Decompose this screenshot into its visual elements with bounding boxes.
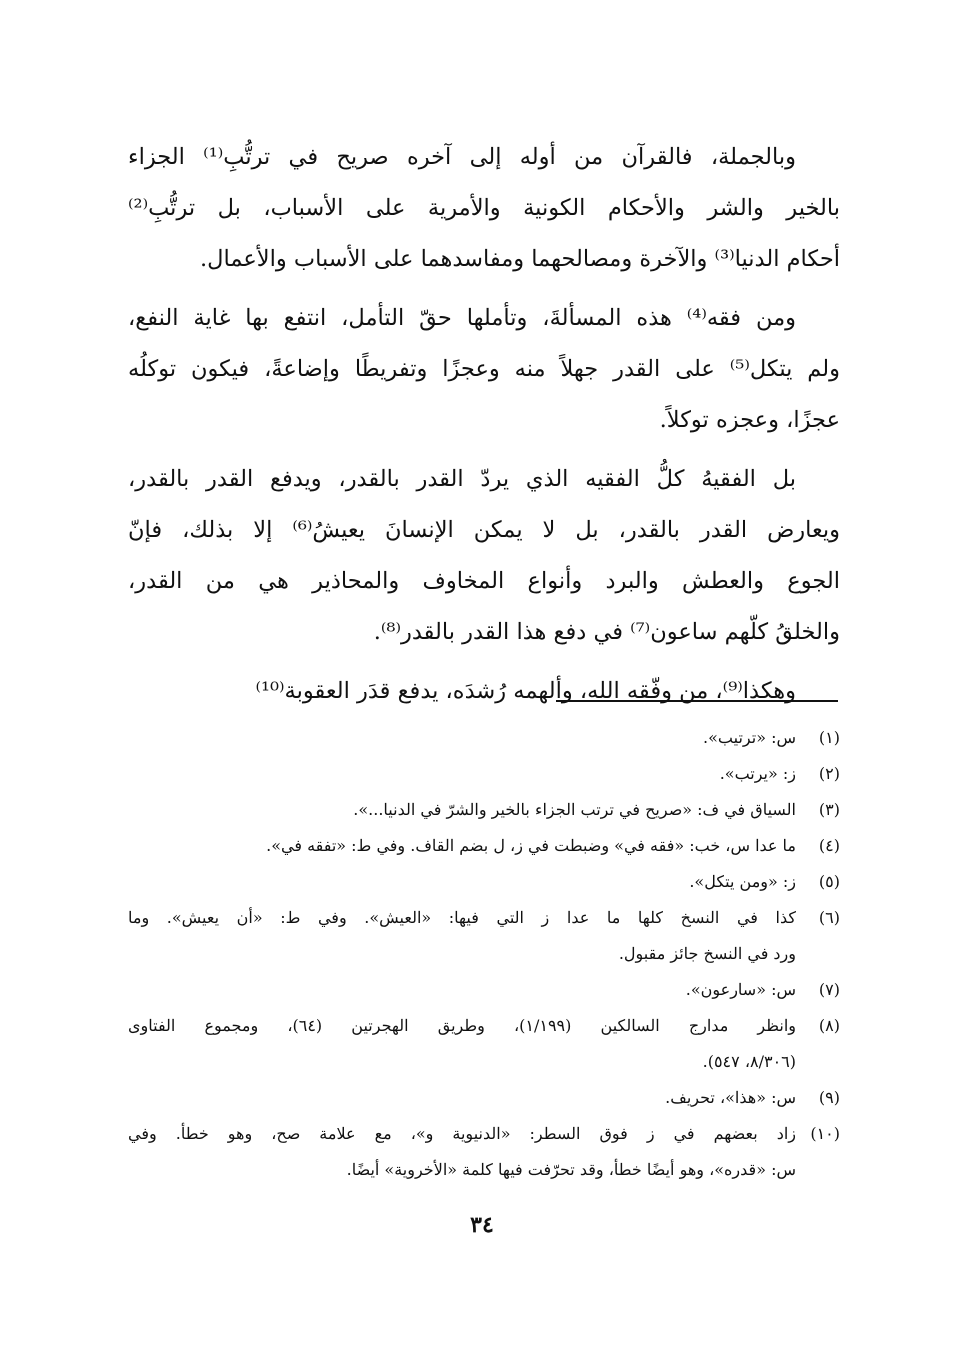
text-line: والخلقُ كلّهم ساعون⁽⁷⁾ في دفع هذا القدر بالقدر⁽⁸⁾. (373, 619, 840, 645)
text-line: أحكام الدنيا⁽³⁾ والآخرة ومصالحهما ومفاسدهما على الأسباب والأعمال. (200, 246, 840, 272)
footnote-text (128, 900, 796, 972)
text-line: ومن فقه⁽⁴⁾ هذه المسألةَ، وتأملها حقّ التأمل، انتفع بها غاية النفع، (128, 305, 796, 331)
paragraph-gap (128, 658, 840, 666)
footnote-number: (١٠) (810, 1124, 840, 1143)
footnote-text (128, 972, 796, 1008)
footnote-number: (١) (818, 728, 840, 747)
text-line: بالخير والشر والأحكام الكونية والأمرية على الأسباب، بل ترتُّبِ⁽²⁾ (128, 195, 840, 221)
text-line: وهكذا⁽⁹⁾، من وفّقه الله، وألهمه رُشدَه، يدفع قدَر العقوبة⁽¹⁰⁾ (255, 678, 796, 704)
footnote-line: وانظر مدارج السالكين (١/١٩٩)، وطريق الهجرتين (٦٤)، ومجموع الفتاوى (128, 1016, 797, 1035)
footnote-text (128, 864, 796, 900)
footnote-number: (٤) (818, 836, 840, 855)
footnote-line: ما عدا س، خب: «فقه في» وضبطت في ز، ل بضم القاف. وفي ط: «تفقه في». (266, 836, 796, 855)
footnote-text (128, 828, 796, 864)
footnote-line: كذا في النسخ كلها ما عدا ز التي فيها: «العيش». وفي ط: «أن يعيش». وما (128, 908, 796, 927)
footnote-divider (556, 700, 838, 702)
footnote-text (128, 1116, 796, 1188)
footnote (128, 864, 840, 900)
footnote (128, 972, 840, 1008)
footnote (128, 1080, 840, 1116)
footnote-number: (٦) (818, 908, 840, 927)
footnote-line: ز: «يرتب». (719, 764, 796, 783)
footnote (128, 792, 840, 828)
footnote-line: زاد بعضهم في ز فوق السطر: «الدنيوية و»، مع علامة صح، وهو خطأ. وفي (128, 1124, 797, 1143)
paragraph-gap (128, 285, 840, 293)
footnote-line: س: «ترتيب». (703, 728, 796, 747)
paragraph (128, 454, 840, 658)
footnote-number: (٧) (818, 980, 840, 999)
footnote-line: ز: «ومن يتكل». (689, 872, 796, 891)
text-line: ولم يتكل⁽⁵⁾ على القدر جهلاً منه وعجزًا وتفريطًا وإضاعةً، فيكون توكلُه (128, 356, 840, 382)
footnote-line: (٨/٣٠٦، ٥٤٧). (702, 1052, 796, 1071)
text-line: وبالجملة، فالقرآن من أوله إلى آخره صريح في ترتُّبِ⁽¹⁾ الجزاء (128, 144, 796, 170)
text-line: الجوع والعطش والبرد وأنواع المخاوف والمحاذير هي من القدر، (128, 568, 840, 594)
footnote-line: السياق في ف: «صريح في ترتب الجزاء بالخير والشرّ في الدنيا...». (353, 800, 796, 819)
text-line: عجزًا، وعجزه توكلاً. (659, 407, 840, 433)
footnote-text (128, 1080, 796, 1116)
footnote-number: (٢) (818, 764, 840, 783)
text-line: بل الفقيهُ كلُّ الفقيه الذي يردّ القدر بالقدر، ويدفع القدر بالقدر، (128, 466, 796, 492)
footnotes (128, 720, 840, 1188)
footnote-text (128, 1008, 796, 1080)
footnote-number: (٥) (818, 872, 840, 891)
footnote-text (128, 792, 796, 828)
paragraph (128, 132, 840, 285)
footnote-line: س: «سارعون». (685, 980, 796, 999)
footnote (128, 900, 840, 972)
footnote-text (128, 756, 796, 792)
paragraph (128, 666, 840, 717)
footnote-line: ورد في النسخ جائز مقبول. (618, 944, 796, 963)
footnote (128, 756, 840, 792)
footnote (128, 1116, 840, 1188)
paragraph-gap (128, 446, 840, 454)
footnote-line: س: «قدره»، وهو أيضًا خطأ، وقد تحرّفت فيها كلمة «الأخروية» أيضًا. (346, 1160, 796, 1179)
paragraph (128, 293, 840, 446)
footnote-line: س: «هذا»، تحريف. (665, 1088, 796, 1107)
footnote-number: (٣) (818, 800, 840, 819)
footnote-number: (٨) (818, 1016, 840, 1035)
footnote-number: (٩) (818, 1088, 840, 1107)
main-text (128, 132, 840, 717)
footnote (128, 720, 840, 756)
footnote (128, 828, 840, 864)
text-line: ويعارض القدر بالقدر، بل لا يمكن الإنسانَ يعيشُ⁽⁶⁾ إلا بذلك، فإنّ (128, 517, 840, 543)
footnote (128, 1008, 840, 1080)
footnote-text (128, 720, 796, 756)
page-number: ٣٤ (470, 1212, 494, 1238)
